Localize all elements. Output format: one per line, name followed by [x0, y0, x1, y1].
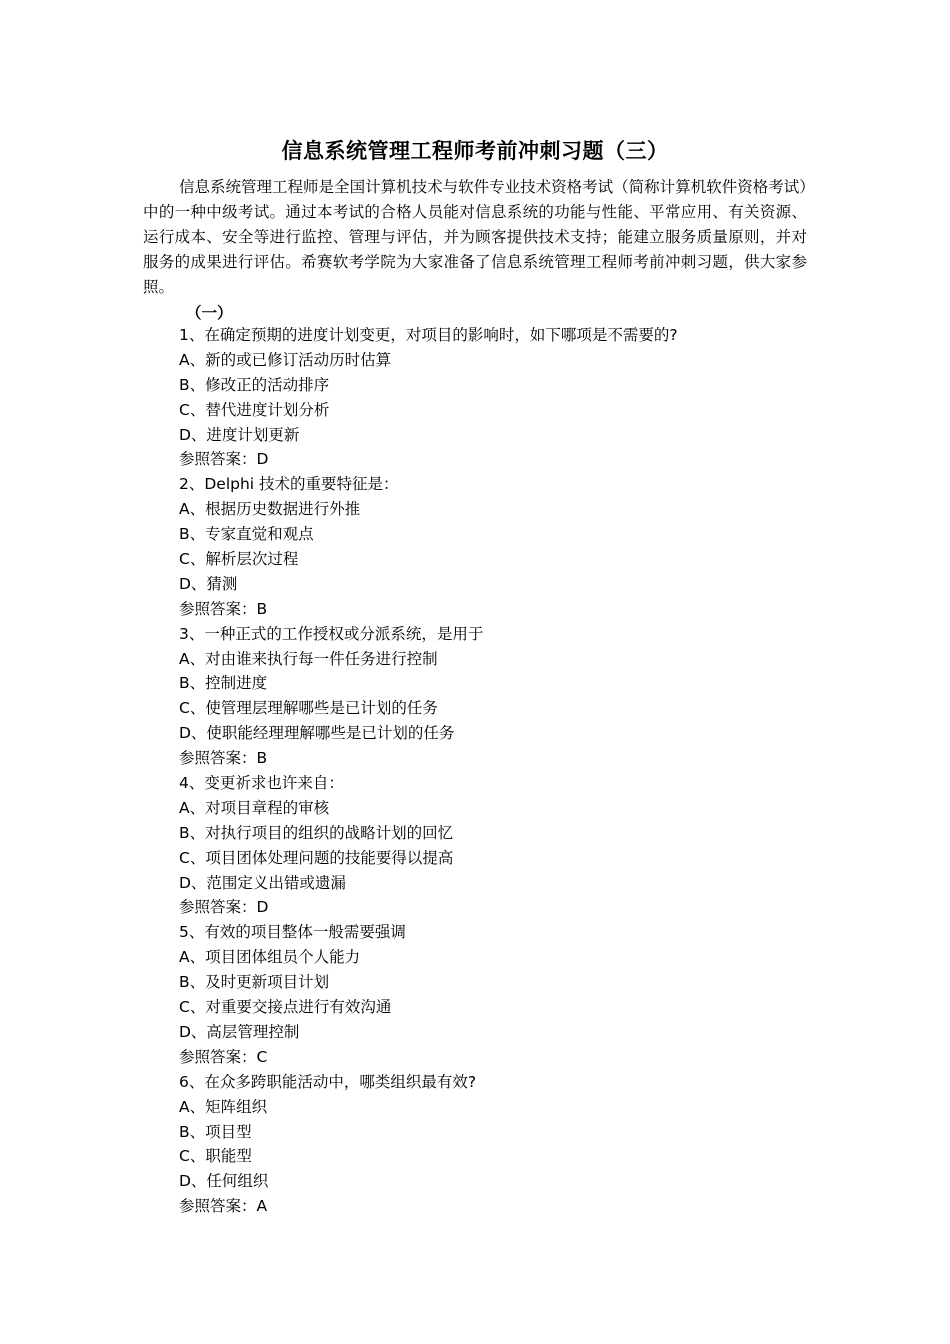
- option-b: B、及时更新项目计划: [179, 973, 330, 992]
- answer-line: 参照答案：B: [179, 749, 268, 768]
- option-a: A、根据历史数据进行外推: [179, 500, 361, 519]
- option-d: D、高层管理控制: [179, 1022, 300, 1041]
- document-title: 信息系统管理工程师考前冲刺习题（三）: [281, 139, 669, 163]
- option-a: A、新的或已修订活动历时估算: [179, 350, 392, 369]
- option-a: A、对项目章程的审核: [179, 798, 330, 817]
- answer-line: 参照答案：A: [179, 1197, 268, 1216]
- question-text: 5、有效的项目整体一般需要强调: [179, 923, 406, 942]
- question-text: 4、变更祈求也许来自：: [179, 774, 344, 793]
- answer-line: 参照答案：C: [179, 1047, 268, 1066]
- answer-line: 参照答案：D: [179, 898, 269, 917]
- option-b: B、控制进度: [179, 674, 268, 693]
- option-d: D、使职能经理理解哪些是已计划的任务: [179, 724, 455, 743]
- option-c: C、使管理层理解哪些是已计划的任务: [179, 699, 438, 718]
- intro-paragraph: 信息系统管理工程师是全国计算机技术与软件专业技术资格考试（简称计算机软件资格考试）中的一种中级考试。通过本考试的合格人员能对信息系统的功能与性能、平常应用、有关资源、运行成本、安全等进行监控、管理与评估，并为顾客提供技术支持；能建立服务质量原则，并对服务的成果进行评估。希赛软考学院为大家准备了信息系统管理工程师考前冲刺习题，供大家参照。: [143, 178, 807, 296]
- answer-line: 参照答案：D: [179, 450, 269, 469]
- option-d: D、猜测: [179, 574, 238, 593]
- option-d: D、范围定义出错或遗漏: [179, 873, 346, 892]
- question-text: 2、Delphi 技术的重要特征是：: [179, 475, 399, 494]
- option-a: A、项目团体组员个人能力: [179, 948, 361, 967]
- option-c: C、替代进度计划分析: [179, 400, 330, 419]
- option-b: B、项目型: [179, 1122, 252, 1141]
- answer-line: 参照答案：B: [179, 599, 268, 618]
- option-a: A、矩阵组织: [179, 1097, 268, 1116]
- question-text: 3、一种正式的工作授权或分派系统，是用于: [179, 624, 484, 643]
- option-c: C、解析层次过程: [179, 550, 299, 569]
- option-c: C、对重要交接点进行有效沟通: [179, 998, 392, 1017]
- question-text: 1、在确定预期的进度计划变更，对项目的影响时，如下哪项是不需要的?: [179, 326, 678, 344]
- option-d: D、任何组织: [179, 1172, 269, 1191]
- question-list: [179, 323, 809, 1219]
- option-b: B、修改正的活动排序: [179, 375, 330, 394]
- option-c: C、项目团体处理问题的技能要得以提高: [179, 848, 454, 867]
- option-b: B、专家直觉和观点: [179, 525, 314, 544]
- section-label: （一）: [186, 304, 233, 322]
- option-a: A、对由谁来执行每一件任务进行控制: [179, 649, 438, 668]
- option-c: C、职能型: [179, 1147, 252, 1166]
- question-text: 6、在众多跨职能活动中，哪类组织最有效?: [179, 1072, 477, 1091]
- option-b: B、对执行项目的组织的战略计划的回忆: [179, 823, 454, 842]
- option-d: D、进度计划更新: [179, 425, 300, 444]
